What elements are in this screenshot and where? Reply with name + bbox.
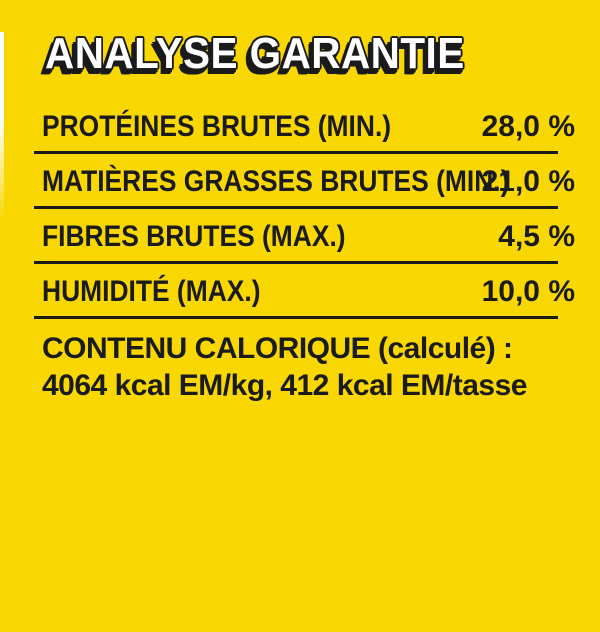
nutrient-name: HUMIDITÉ (MAX.) [42, 274, 261, 308]
panel-title: ANALYSE GARANTIE [45, 29, 465, 78]
analysis-table [42, 96, 575, 319]
analysis-row-fibres [42, 209, 575, 264]
label-left-edge-sliver [0, 32, 4, 222]
guaranteed-analysis-panel [0, 29, 600, 632]
nutrient-value: 21,0 % [481, 164, 575, 198]
nutrient-name: PROTÉINES BRUTES (MIN.) [42, 109, 392, 143]
analysis-row-matieres-grasses [42, 154, 575, 209]
nutrient-name: FIBRES BRUTES (MAX.) [42, 219, 346, 253]
caloric-content-heading: CONTENU CALORIQUE (calculé) : [42, 332, 513, 365]
nutrient-value: 28,0 % [481, 109, 575, 143]
caloric-content-values: 4064 kcal EM/kg, 412 kcal EM/tasse [42, 369, 527, 402]
analysis-row-humidite [42, 264, 575, 319]
nutrient-value: 4,5 % [498, 219, 575, 253]
analysis-row-proteines [42, 99, 575, 154]
nutrient-value: 10,0 % [481, 274, 575, 308]
nutrient-name: MATIÈRES GRASSES BRUTES (MIN.) [42, 164, 510, 198]
caloric-content-block [42, 330, 575, 404]
